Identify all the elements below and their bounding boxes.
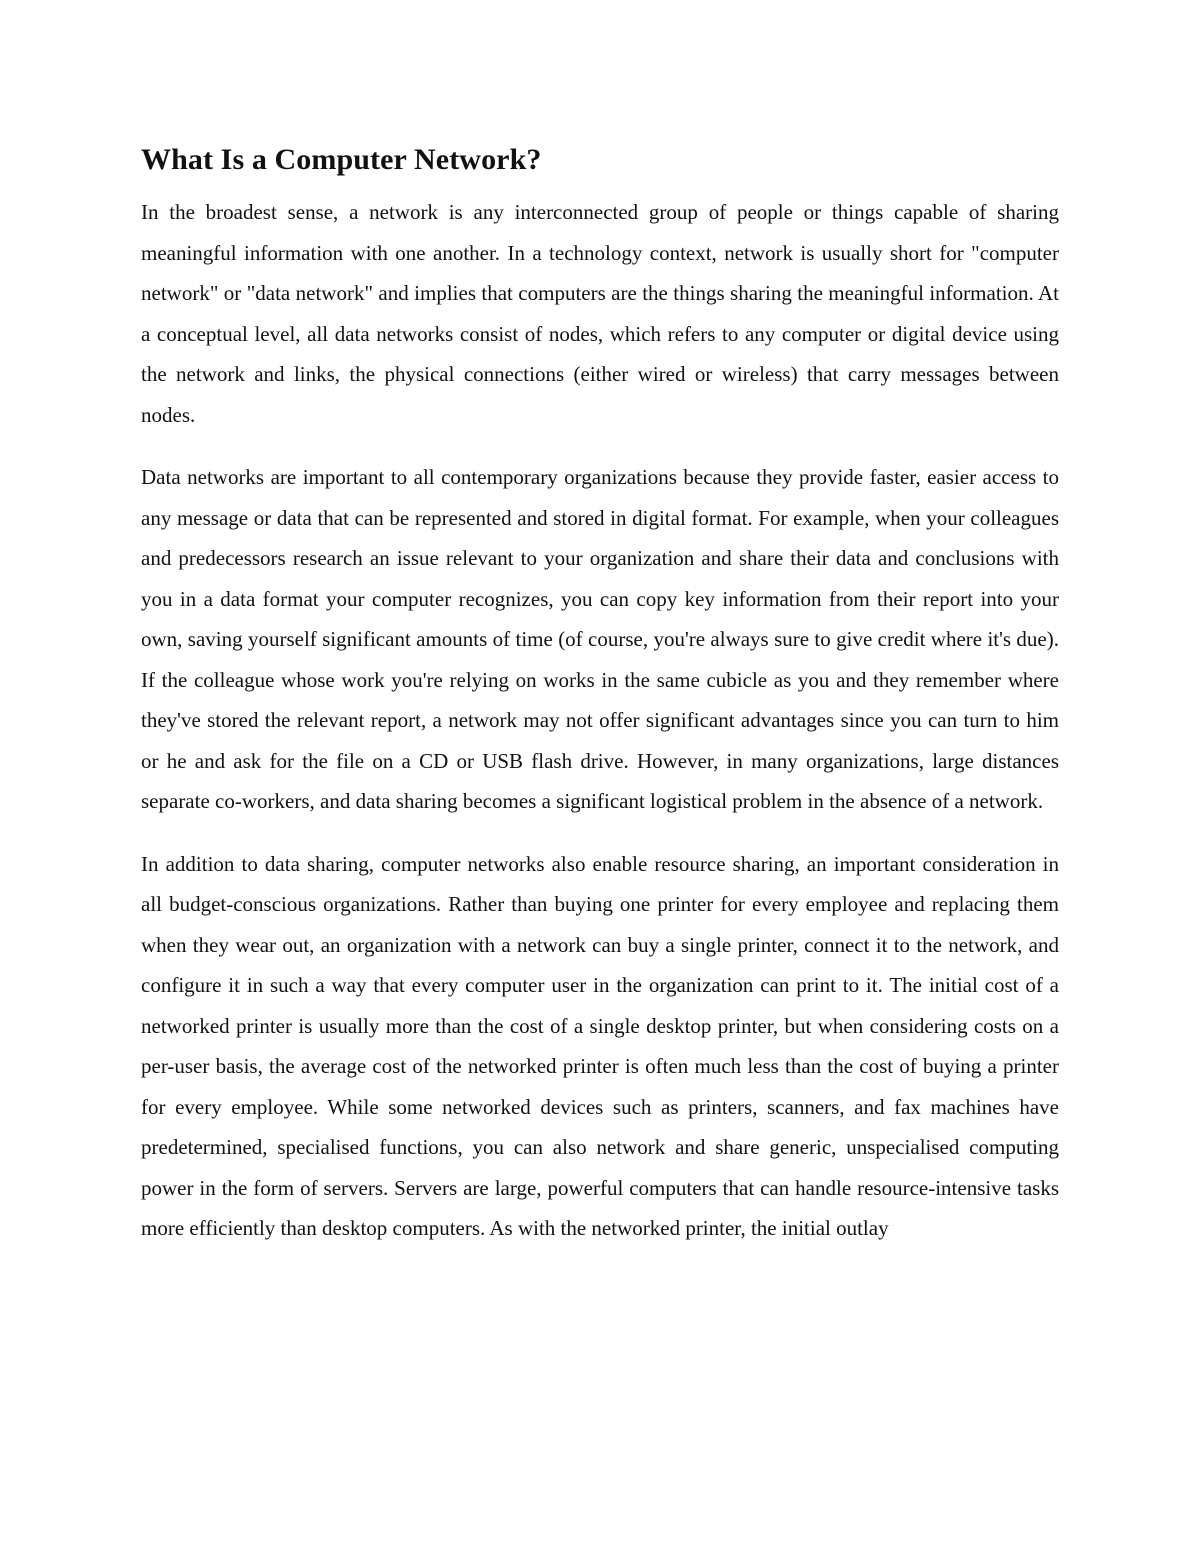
document-body — [141, 138, 1059, 1271]
paragraph-resource-sharing: In addition to data sharing, computer networks also enable resource sharing, an important consideration in all budget-conscious organizations. Rather than buying one printer for every employee and replacing them when they wear out, an organization with a network can buy a single printer, connect it to the network, and configure it in such a way that every computer user in the organization can print to it. The initial cost of a networked printer is usually more than the cost of a single desktop printer, but when considering costs on a per-user basis, the average cost of the networked printer is often much less than the cost of buying a printer for every employee. While some networked devices such as printers, scanners, and fax machines have predetermined, specialised functions, you can also network and share generic, unspecialised computing power in the form of servers. Servers are large, powerful computers that can handle resource-intensive tasks more efficiently than desktop computers. As with the networked printer, the initial outlay — [141, 851, 1059, 1240]
paragraph-definition: In the broadest sense, a network is any interconnected group of people or things capable of sharing meaningful information with one another. In a technology context, network is usually short for "computer network" or "data network" and implies that computers are the things sharing the meaningful information. At a conceptual level, all data networks consist of nodes, which refers to any computer or digital device using the network and links, the physical connections (either wired or wireless) that carry messages between nodes. — [141, 200, 1059, 427]
paragraph-data-sharing: Data networks are important to all contemporary organizations because they provide faster, easier access to any message or data that can be represented and stored in digital format. For example, when your colleagues and predecessors research an issue relevant to your organization and share their data and conclusions with you in a data format your computer recognizes, you can copy key information from their report into your own, saving yourself significant amounts of time (of course, you're always sure to give credit where it's due). If the colleague whose work you're relying on works in the same cubicle as you and they remember where they've stored the relevant report, a network may not offer significant advantages since you can turn to him or he and ask for the file on a CD or USB flash drive. However, in many organizations, large distances separate co-workers, and data sharing becomes a significant logistical problem in the absence of a network. — [141, 465, 1059, 813]
document-title: What Is a Computer Network? — [141, 143, 542, 176]
